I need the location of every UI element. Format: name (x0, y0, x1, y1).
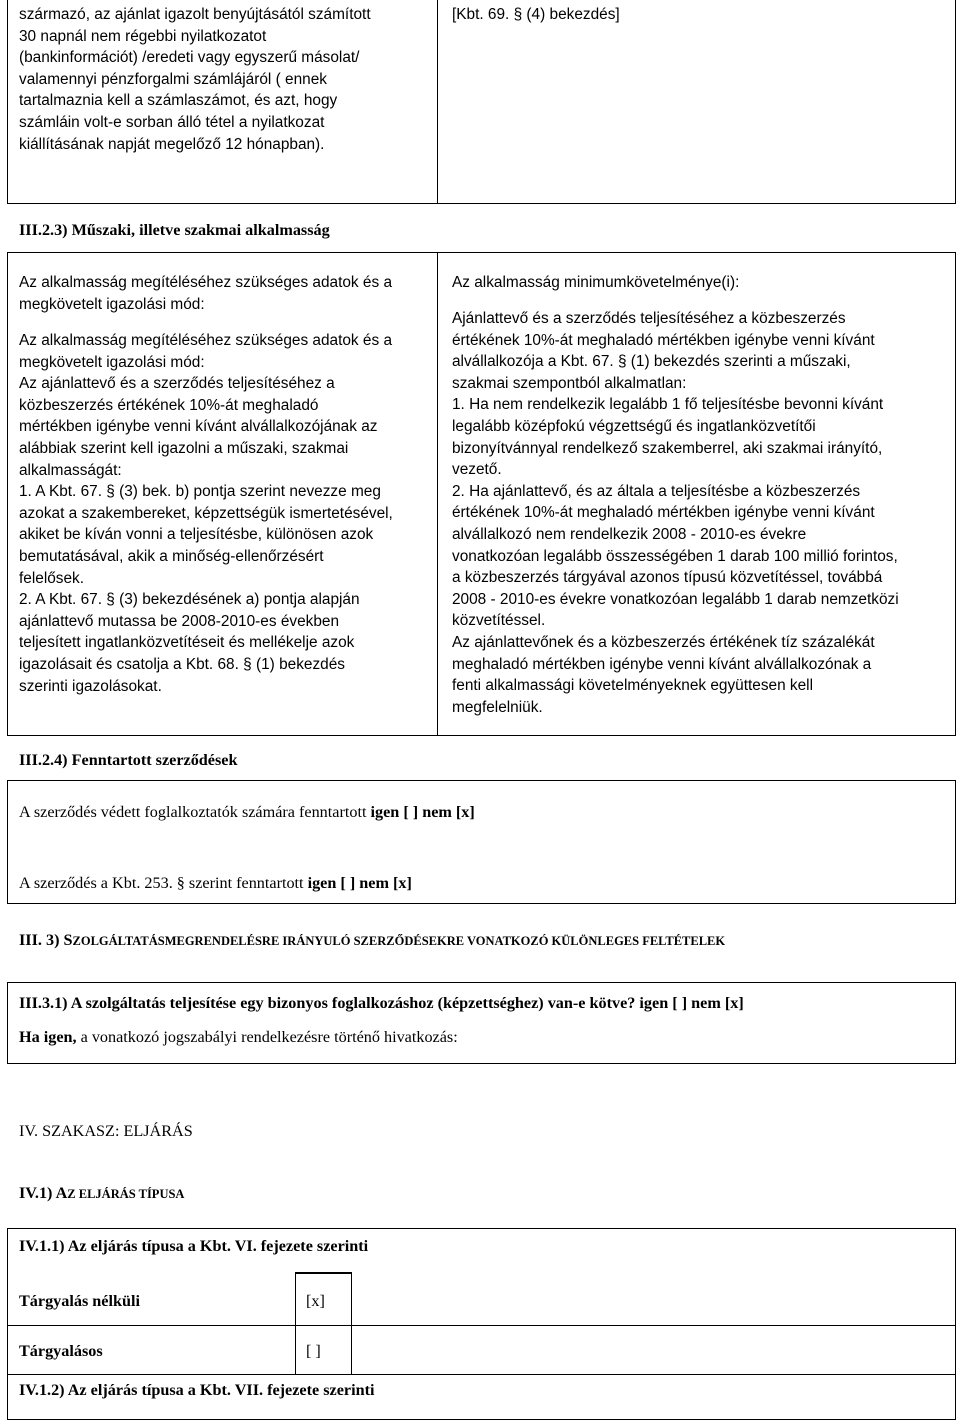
minimum-requirements-intro: Az alkalmasság minimumkövetelménye(i): (452, 274, 740, 291)
option-label-negotiated: Tárgyalásos (19, 1342, 103, 1360)
procedure-type-heading (19, 1183, 619, 1206)
value-column-divider (295, 1272, 296, 1374)
top-table-divider (437, 0, 438, 204)
procedure-section-heading: IV. SZAKASZ: ELJÁRÁS (19, 1122, 193, 1140)
kbt-reference-text: [Kbt. 69. § (4) bekezdés] (452, 6, 620, 23)
protected-employers-options: igen [ ] nem [x] (370, 803, 475, 821)
option-row-separator (7, 1325, 956, 1326)
value-column-tick (295, 1272, 351, 1274)
service-contract-conditions-heading (19, 930, 939, 953)
service-contract-heading-rest: ZOLGÁLTATÁSMEGRENDELÉSRE IRÁNYULÓ SZERZŐDÉSEKRE VONATKOZÓ KÜLÖNLEGES FELTÉTELEK (72, 934, 726, 948)
technical-suitability-heading: III.2.3) Műszaki, illetve szakmai alkalmasság (19, 221, 330, 239)
option-value-no-negotiation: [x] (306, 1292, 325, 1310)
reserved-contracts-heading: III.2.4) Fenntartott szerződések (19, 751, 238, 769)
procedure-vii-chapter-heading: IV.1.2) Az eljárás típusa a Kbt. VII. fejezete szerinti (19, 1381, 375, 1399)
suitability-table-divider (437, 252, 438, 736)
profession-question-text: III.3.1) A szolgáltatás teljesítése egy bizonyos foglalkozáshoz (képzettséghez) van-e kötve? igen [ ] nem [x] (19, 994, 744, 1012)
legal-reference-if-yes: Ha igen, (19, 1028, 77, 1046)
procedure-type-heading-prefix: IV.1) A (19, 1184, 68, 1202)
bank-statement-requirement-text: származó, az ajánlat igazolt benyújtásától számított 30 napnál nem régebbi nyilatkozatot (bankinformációt) /eredeti vagy egyszerű másolat/ valamennyi pénzforgalmi számlájáról ( ennek tartalmaznia kell a számlaszámot, és azt, hogy számláin volt-e sorban álló tétel a nyilatkozat kiállításának napját megelőző 12 hónapban). (19, 6, 371, 153)
option-row-separator (7, 1374, 956, 1375)
kbt-253-reserved-options: igen [ ] nem [x] (307, 874, 412, 892)
legal-reference-line (19, 1027, 919, 1049)
protected-employers-text: A szerződés védett foglalkoztatók számára fenntartott (19, 803, 371, 821)
procedure-type-heading-rest: Z ELJÁRÁS TÍPUSA (67, 1187, 185, 1201)
option-label-no-negotiation: Tárgyalás nélküli (19, 1292, 140, 1310)
legal-reference-text: a vonatkozó jogszabályi rendelkezésre történő hivatkozás: (76, 1028, 458, 1046)
service-contract-heading-prefix: III. 3) S (19, 931, 73, 949)
option-value-negotiated: [ ] (306, 1342, 321, 1360)
procedure-vi-chapter-heading: IV.1.1) Az eljárás típusa a Kbt. VI. fejezete szerinti (19, 1237, 369, 1255)
suitability-data-intro: Az alkalmasság megítéléséhez szükséges adatok és a megkövetelt igazolási mód: (19, 274, 392, 313)
minimum-requirements-body: Ajánlattevő és a szerződés teljesítéséhez a közbeszerzés értékének 10%-át meghaladó mértékben igénybe venni kívánt alvállalkozója a Kbt. 67. § (1) bekezdés szerinti a műszaki, szakmai szempontból alkalmatlan: 1. Ha nem rendelkezik legalább 1 fő teljesítésbe bevonni kívánt legalább középfokú végzettségű és ingatlanközvetítői bizonyítvánnyal rendelkező szakemberrel, aki szakmai irányító, vezető. 2. Ha ajánlattevő, és az általa a teljesítésbe a közbeszerzés értékének 10%-át meghaladó mértékben igénybe venni kívánt alvállalkozó nem rendelkezik 2008 - 2010-es évekre vonatkozóan legalább összességében 1 darab 100 millió forintos, a közbeszerzés tárgyával azonos típusú közvetítéssel, továbbá 2008 - 2010-es évekre vonatkozóan legalább 1 darab nemzetközi közvetítéssel. Az ajánlattevőnek és a közbeszerzés értékének tíz százalékát meghaladó mértékben igénybe venni kívánt alvállalkozónak a fenti alkalmassági követelményeknek együttesen kell megfelelniük. (452, 310, 899, 716)
protected-employers-line (19, 802, 919, 824)
kbt-253-reserved-text: A szerződés a Kbt. 253. § szerint fenntartott (19, 874, 308, 892)
kbt-253-reserved-line (19, 873, 919, 895)
suitability-data-body: Az alkalmasság megítéléséhez szükséges adatok és a megkövetelt igazolási mód: Az ajánlattevő és a szerződés teljesítéséhez a közbeszerzés értékének 10%-át meghaladó mértékben igénybe venni kívánt alvállalkozójának az alábbiak szerint kell igazolni a műszaki, szakmai alkalmasságát: 1. A Kbt. 67. § (3) bek. b) pontja szerint nevezze meg azokat a szakembereket, képzettségük ismertetésével, akiket be kíván vonni a teljesítésbe, különösen azok bemutatásával, akik a minőség-ellenőrzésért felelősek. 2. A Kbt. 67. § (3) bekezdésének a) pontja alapján ajánlattevő mutassa be 2008-2010-es években teljesített ingatlanközvetítéseit és mellékelje azok igazolásait és csatolja a Kbt. 68. § (1) bekezdés szerinti igazolásokat. (19, 332, 393, 695)
